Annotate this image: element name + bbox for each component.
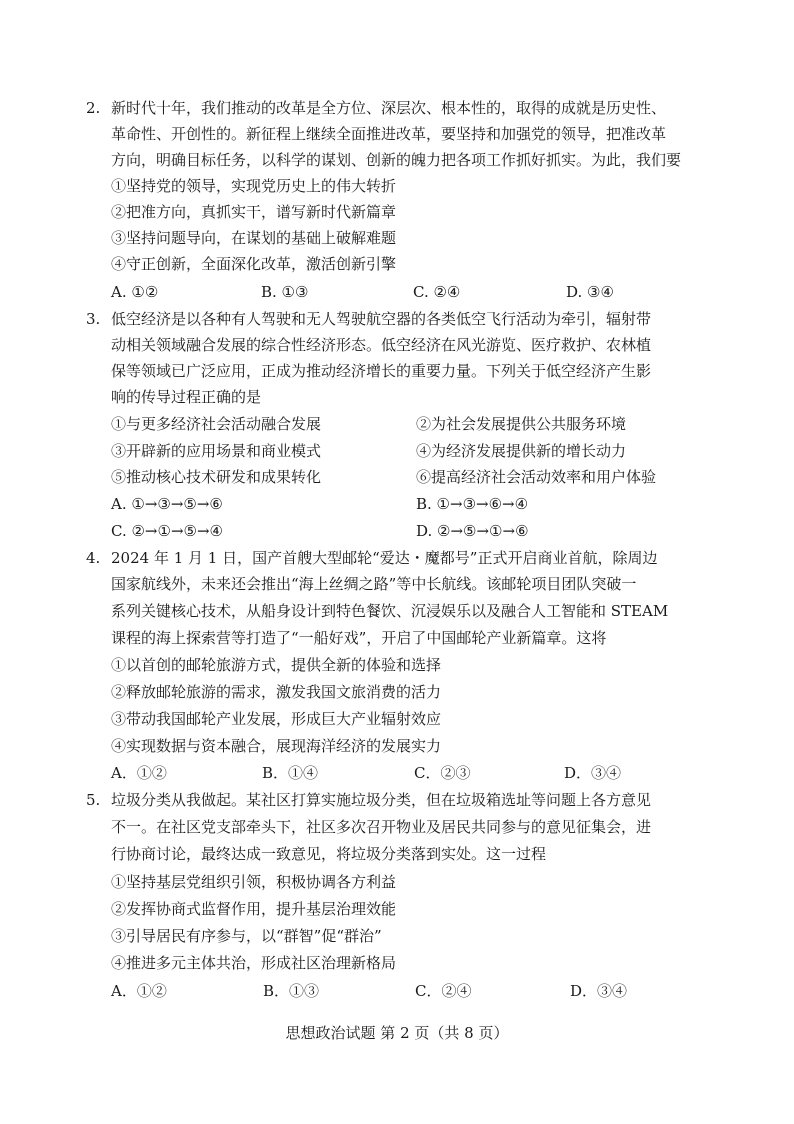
statement: ②释放邮轮旅游的需求，激发我国文旅消费的活力 xyxy=(111,683,442,701)
question-number: 5. xyxy=(86,791,101,809)
statement: ⑥提高经济社会活动效率和用户体验 xyxy=(416,468,657,486)
statement: ③开辟新的应用场景和商业模式 xyxy=(111,442,322,460)
question-text-line: 垃圾分类从我做起。某社区打算实施垃圾分类，但在垃圾箱选址等问题上各方意见 xyxy=(111,791,652,809)
option-a: A. ①→③→⑤→⑥ xyxy=(111,495,223,513)
option-b: B．①④ xyxy=(262,764,319,782)
option-c: C. ②④ xyxy=(413,283,461,301)
statement: ④守正创新，全面深化改革，激活创新引擎 xyxy=(111,255,397,273)
statement: ①坚持党的领导，实现党历史上的伟大转折 xyxy=(111,177,397,195)
statement: ②为社会发展提供公共服务环境 xyxy=(416,415,627,433)
question-text-line: 行协商讨论，最终达成一致意见，将垃圾分类落到实处。这一过程 xyxy=(111,845,547,863)
statement: ①以首创的邮轮旅游方式，提供全新的体验和选择 xyxy=(111,656,442,674)
statement: ③坚持问题导向，在谋划的基础上破解难题 xyxy=(111,229,397,247)
page-footer: 思想政治试题 第 2 页（共 8 页） xyxy=(285,1024,509,1042)
question-number: 3. xyxy=(86,310,101,328)
option-b: B．①③ xyxy=(263,982,320,1000)
question-text-line: 不一。在社区党支部牵头下，社区多次召开物业及居民共同参与的意见征集会，进 xyxy=(111,818,652,836)
question-text-line: 方向，明确目标任务，以科学的谋划、创新的魄力把各项工作抓好抓实。为此，我们要 xyxy=(111,151,682,169)
statement: ④推进多元主体共治，形成社区治理新格局 xyxy=(111,954,397,972)
question-number: 2. xyxy=(86,99,101,117)
option-c: C. ②→①→⑤→④ xyxy=(111,522,223,540)
option-c: C．②③ xyxy=(414,764,471,782)
option-d: D．③④ xyxy=(564,764,622,782)
statement: ③带动我国邮轮产业发展，形成巨大产业辐射效应 xyxy=(111,710,442,728)
statement: ②把准方向，真抓实干，谱写新时代新篇章 xyxy=(111,203,397,221)
option-b: B. ①③ xyxy=(261,283,309,301)
question-text-line: 保等领域已广泛应用，正成为推动经济增长的重要力量。下列关于低空经济产生影 xyxy=(111,362,652,380)
option-b: B. ①→③→⑥→④ xyxy=(416,495,529,513)
question-text-line: 革命性、开创性的。新征程上继续全面推进改革，要坚持和加强党的领导，把准改革 xyxy=(111,125,667,143)
question-text-line: 动相关领域融合发展的综合性经济形态。低空经济在风光游览、医疗救护、农林植 xyxy=(111,336,652,354)
question-text-line: 课程的海上探索营等打造了“一船好戏”，开启了中国邮轮产业新篇章。这将 xyxy=(111,629,607,647)
question-text-line: 低空经济是以各种有人驾驶和无人驾驶航空器的各类低空飞行活动为牵引，辐射带 xyxy=(111,310,652,328)
question-text-line: 系列关键核心技术，从船身设计到特色餐饮、沉浸娱乐以及融合人工智能和 STEAM xyxy=(111,602,669,620)
question-text-line: 新时代十年，我们推动的改革是全方位、深层次、根本性的，取得的成就是历史性、 xyxy=(111,99,667,117)
question-text-line: 国家航线外，未来还会推出“海上丝绸之路”等中长航线。该邮轮项目团队突破一 xyxy=(111,575,637,593)
statement: ①与更多经济社会活动融合发展 xyxy=(111,415,322,433)
option-d: D. ③④ xyxy=(566,283,614,301)
question-number: 4. xyxy=(86,549,101,567)
option-d: D. ②→⑤→①→⑥ xyxy=(416,522,529,540)
option-a: A．①② xyxy=(111,764,167,782)
statement: ①坚持基层党组织引领，积极协调各方利益 xyxy=(111,873,397,891)
statement: ④为经济发展提供新的增长动力 xyxy=(416,442,627,460)
statement: ③引导居民有序参与，以“群智”促“群治” xyxy=(111,927,382,945)
option-a: A．①② xyxy=(111,982,167,1000)
option-d: D．③④ xyxy=(570,982,628,1000)
statement: ②发挥协商式监督作用，提升基层治理效能 xyxy=(111,900,397,918)
statement: ⑤推动核心技术研发和成果转化 xyxy=(111,468,322,486)
option-c: C．②④ xyxy=(415,982,472,1000)
question-text-line: 响的传导过程正确的是 xyxy=(111,388,262,406)
statement: ④实现数据与资本融合，展现海洋经济的发展实力 xyxy=(111,737,442,755)
question-text-line: 2024 年 1 月 1 日，国产首艘大型邮轮“爱达・魔都号”正式开启商业首航，除周边 xyxy=(111,549,658,567)
option-a: A. ①② xyxy=(111,283,159,301)
